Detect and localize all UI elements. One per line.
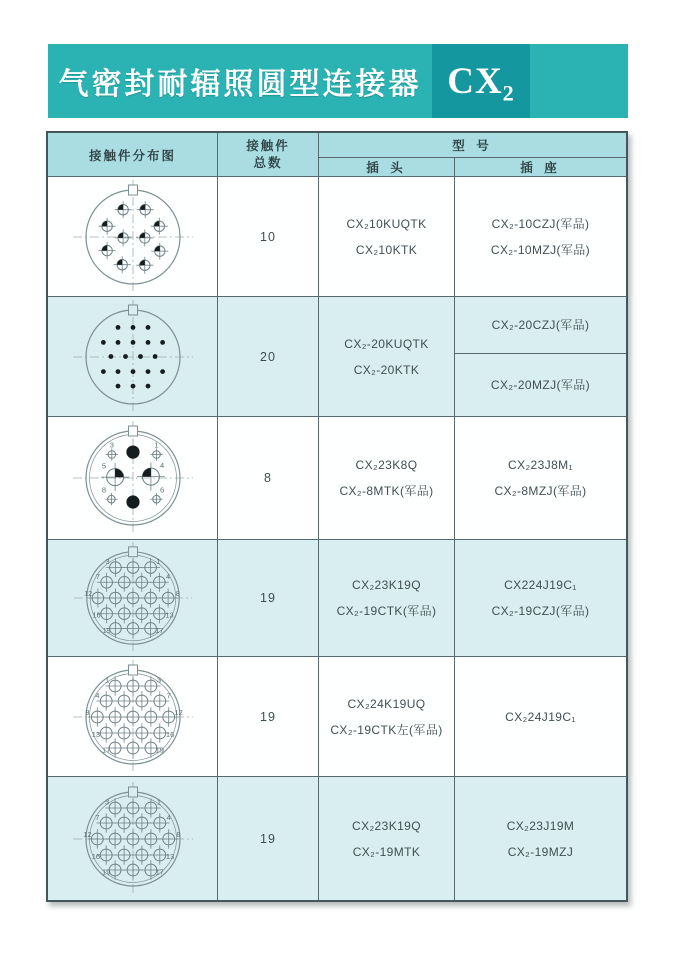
- svg-text:19: 19: [155, 744, 164, 754]
- svg-text:13: 13: [164, 610, 174, 620]
- model-number: CX₂10KTK: [355, 242, 418, 257]
- contact-distribution-diagram-19: [58, 540, 208, 656]
- socket-subcell: [455, 354, 626, 416]
- title-banner: [48, 44, 628, 118]
- svg-text:16: 16: [91, 851, 100, 861]
- model-number: CX₂-10CZJ(军品): [491, 216, 590, 231]
- svg-text:17: 17: [155, 866, 164, 876]
- svg-text:7: 7: [94, 812, 99, 822]
- svg-text:13: 13: [165, 851, 174, 861]
- banner-spacer: [530, 44, 628, 118]
- model-number: CX₂-19CTK左(军品): [330, 722, 443, 737]
- svg-text:13: 13: [91, 729, 100, 739]
- plug-models-cell: [319, 777, 455, 900]
- socket-subcell: [455, 297, 626, 354]
- svg-text:4: 4: [166, 812, 171, 822]
- contact-diagram-cell: [48, 657, 218, 777]
- contact-distribution-diagram-19-left: [58, 658, 208, 776]
- contact-distribution-diagram-8: [58, 419, 208, 537]
- header-socket: 插 座: [520, 161, 561, 175]
- header-contact-count: [218, 133, 319, 177]
- plug-models-cell: [319, 657, 455, 777]
- svg-text:12: 12: [83, 588, 92, 598]
- plug-models-cell: [319, 540, 455, 657]
- model-number: CX₂24K19UQ: [347, 696, 426, 711]
- contact-count-cell: [218, 657, 319, 777]
- svg-text:4: 4: [165, 572, 170, 582]
- contact-count-value: 19: [260, 709, 276, 724]
- contact-diagram-cell: [48, 777, 218, 900]
- model-number: CX₂-20KUQTK: [344, 336, 429, 351]
- svg-text:12: 12: [173, 707, 183, 717]
- svg-text:1: 1: [155, 556, 161, 566]
- svg-text:8: 8: [175, 588, 180, 598]
- svg-text:19: 19: [101, 866, 110, 876]
- svg-text:1: 1: [156, 796, 161, 806]
- plug-models-cell: [319, 177, 455, 297]
- model-number: CX₂-20MZJ(军品): [490, 378, 591, 392]
- svg-text:16: 16: [165, 729, 174, 739]
- model-number: CX₂23K8Q: [355, 458, 418, 472]
- socket-models-cell: [455, 777, 626, 900]
- model-number: CX₂-19CZJ(军品): [491, 604, 590, 618]
- model-number: CX₂24J19C₁: [505, 709, 576, 724]
- model-number: CX₂23J19M: [506, 818, 575, 833]
- svg-text:1: 1: [104, 674, 109, 684]
- contact-count-cell: [218, 417, 319, 540]
- socket-models-cell: [455, 657, 626, 777]
- connector-spec-table: [46, 131, 628, 902]
- model-number: CX₂-19MZJ: [507, 844, 574, 859]
- svg-text:8: 8: [84, 707, 89, 717]
- svg-text:16: 16: [91, 610, 101, 620]
- svg-text:3: 3: [104, 556, 110, 566]
- contact-count-cell: [218, 297, 319, 417]
- series-badge: CX₂: [432, 44, 530, 118]
- contact-distribution-diagram-20: [58, 298, 208, 416]
- model-number: CX₂-20CZJ(军品): [491, 318, 590, 332]
- svg-text:8: 8: [176, 829, 181, 839]
- contact-count-cell: [218, 777, 319, 900]
- contact-diagram-cell: [48, 297, 218, 417]
- socket-models-cell: [455, 177, 626, 297]
- model-number: CX₂-20KTK: [353, 362, 420, 377]
- header-model: 型 号: [319, 133, 626, 158]
- header-contact-count-line2: 总数: [253, 155, 283, 170]
- model-number: CX₂-19CTK(军品): [336, 604, 437, 618]
- svg-text:3: 3: [156, 674, 161, 684]
- plug-models-cell: [319, 417, 455, 540]
- header-plug: 插 头: [319, 158, 455, 176]
- contact-count-cell: [218, 177, 319, 297]
- socket-models-cell: [455, 540, 626, 657]
- svg-text:4: 4: [94, 690, 99, 700]
- svg-text:12: 12: [82, 829, 92, 839]
- socket-models-cell: [455, 417, 626, 540]
- model-number: CX224J19C₁: [504, 578, 577, 592]
- svg-text:6: 6: [159, 485, 164, 495]
- model-number: CX₂-10MZJ(军品): [490, 242, 591, 257]
- svg-text:1: 1: [153, 440, 159, 450]
- svg-text:3: 3: [104, 796, 109, 806]
- socket-models-cell: [455, 297, 626, 417]
- model-number: CX₂-19MTK: [352, 844, 421, 859]
- svg-text:8: 8: [101, 485, 106, 495]
- contact-diagram-cell: [48, 540, 218, 657]
- model-number: CX₂23J8M₁: [508, 458, 573, 472]
- model-number: CX₂10KUQTK: [346, 216, 427, 231]
- contact-distribution-diagram-10: [58, 178, 208, 296]
- model-number: CX₂-8MTK(军品): [339, 484, 434, 498]
- contact-count-value: 10: [260, 229, 276, 244]
- contact-count-cell: [218, 540, 319, 657]
- contact-count-value: 20: [260, 349, 276, 364]
- plug-models-cell: [319, 297, 455, 417]
- model-number: CX₂23K19Q: [352, 578, 421, 592]
- contact-diagram-cell: [48, 417, 218, 540]
- svg-text:7: 7: [95, 572, 100, 582]
- svg-text:3: 3: [109, 440, 114, 450]
- svg-text:7: 7: [166, 690, 171, 700]
- contact-count-value: 8: [264, 471, 272, 485]
- header-model-group: [319, 133, 626, 177]
- svg-text:4: 4: [159, 460, 164, 470]
- model-number: CX₂23K19Q: [352, 818, 421, 833]
- header-contact-layout: 接触件分布图: [48, 133, 218, 177]
- svg-text:19: 19: [102, 625, 111, 635]
- header-contact-count-line1: 接触件: [246, 138, 290, 153]
- page-title: 气密封耐辐照圆型连接器: [58, 68, 422, 101]
- model-number: CX₂-8MZJ(军品): [494, 484, 587, 498]
- contact-distribution-diagram-19b: [58, 780, 208, 898]
- contact-count-value: 19: [260, 591, 276, 605]
- contact-count-value: 19: [260, 831, 276, 846]
- contact-diagram-cell: [48, 177, 218, 297]
- svg-text:17: 17: [101, 744, 110, 754]
- svg-text:5: 5: [101, 461, 106, 471]
- svg-text:17: 17: [154, 625, 163, 635]
